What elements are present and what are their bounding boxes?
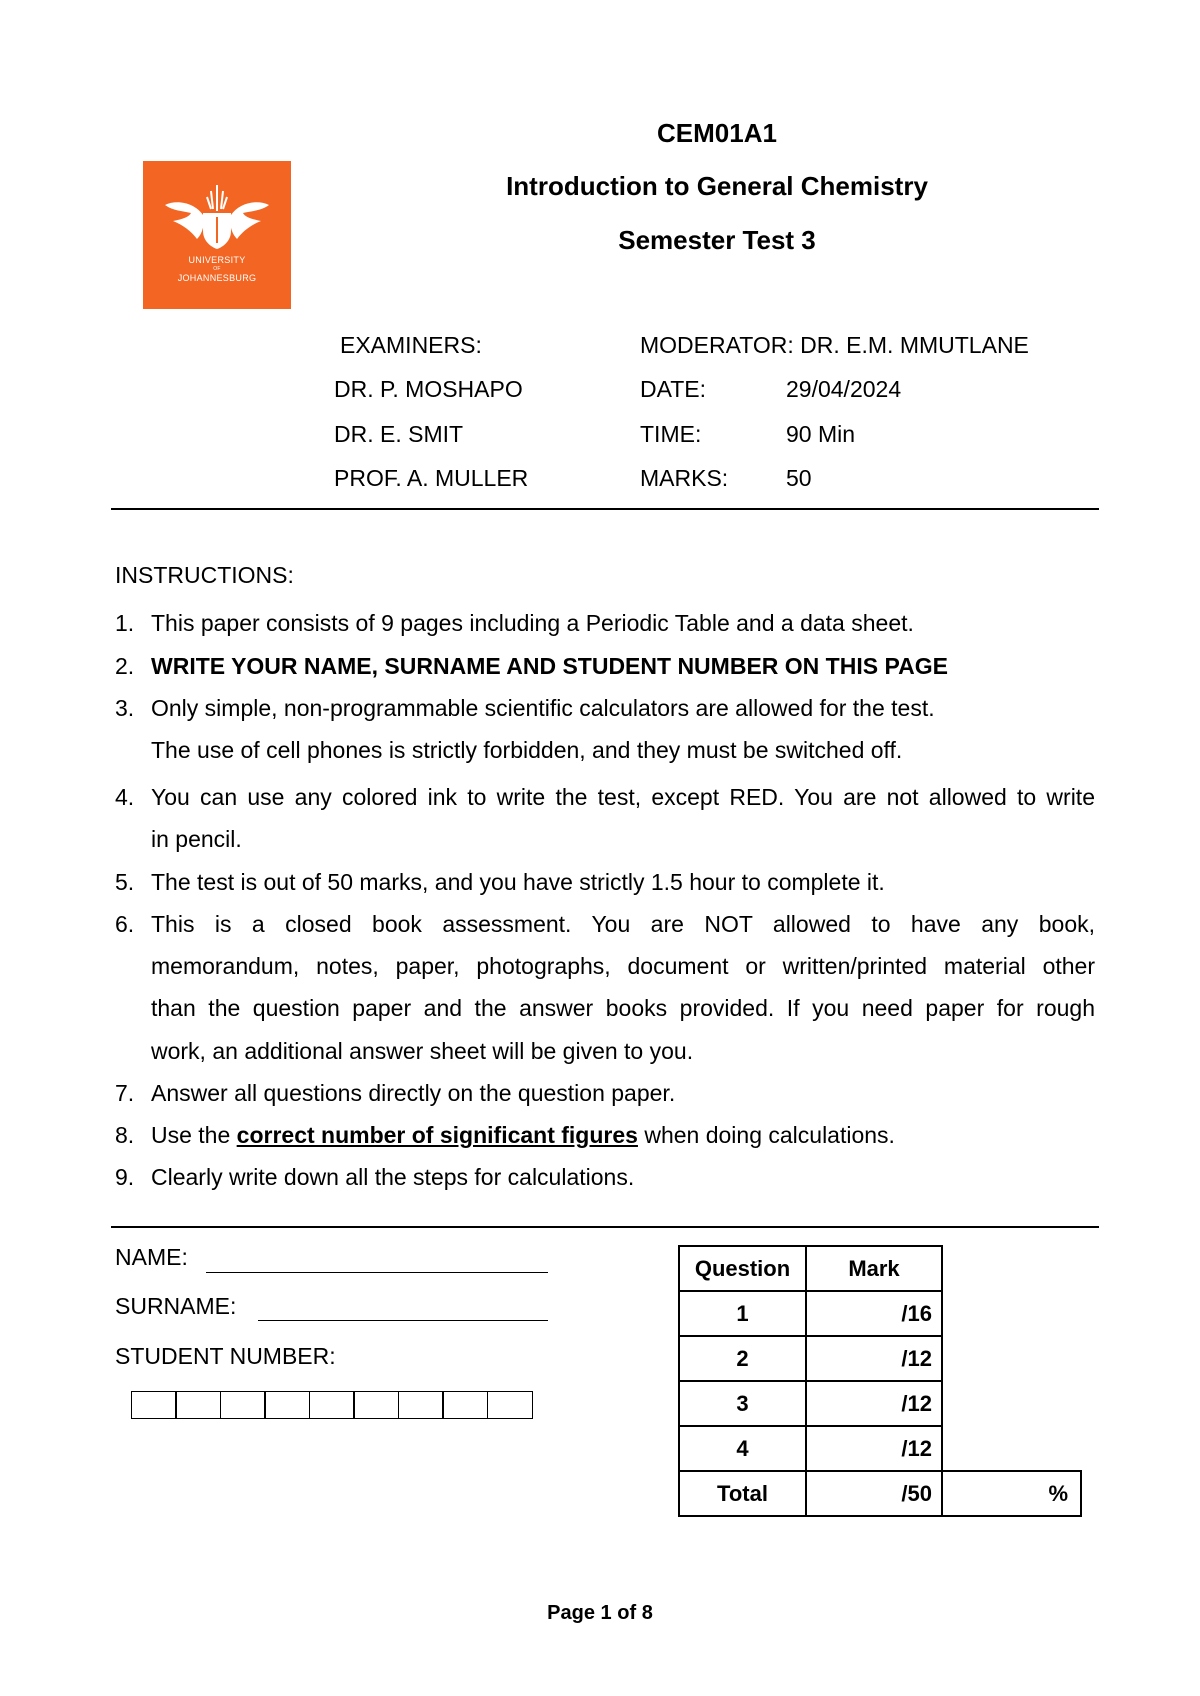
header-question: Question: [679, 1246, 806, 1291]
divider-top: [111, 508, 1099, 510]
instruction-number: 8.: [115, 1122, 135, 1148]
instruction-number: 7.: [115, 1080, 135, 1106]
instruction-text: This is a closed book assessment. You are NOT allowed to have any book,: [151, 911, 1095, 937]
table-row: [679, 1426, 1081, 1471]
page-word: Page: [547, 1602, 595, 1624]
digit-box[interactable]: [353, 1391, 399, 1419]
digit-box[interactable]: [487, 1391, 533, 1419]
total-label: Total: [679, 1471, 806, 1516]
instructions-heading: INSTRUCTIONS:: [115, 562, 294, 588]
page-footer: [0, 1602, 1200, 1625]
instruction-text: memorandum, notes, paper, photographs, document or written/printed material other: [151, 953, 1095, 979]
total-mark: /50: [806, 1471, 942, 1516]
digit-box[interactable]: [220, 1391, 266, 1419]
examiner-2: DR. E. SMIT: [334, 421, 464, 447]
question-number: 3: [679, 1381, 806, 1426]
question-number: 4: [679, 1426, 806, 1471]
instruction-text: The test is out of 50 marks, and you have strictly 1.5 hour to complete it.: [151, 869, 885, 895]
instruction-text: than the question paper and the answer books provided. If you need paper for rough: [151, 995, 1095, 1021]
instruction-number: 1.: [115, 610, 135, 636]
student-number-label: STUDENT NUMBER:: [115, 1343, 336, 1369]
time-label: TIME:: [640, 421, 702, 447]
header-mark: Mark: [806, 1246, 942, 1291]
instruction-text: Answer all questions directly on the question paper.: [151, 1080, 676, 1106]
examiner-3: PROF. A. MULLER: [334, 465, 529, 491]
date-label: DATE:: [640, 376, 707, 402]
time-value: 90 Min: [786, 421, 856, 447]
question-number: 2: [679, 1336, 806, 1381]
question-mark: /12: [806, 1426, 942, 1471]
table-row: [679, 1381, 1081, 1426]
test-name: Semester Test 3: [618, 225, 816, 255]
moderator: MODERATOR: DR. E.M. MMUTLANE: [640, 332, 1029, 358]
digit-box[interactable]: [264, 1391, 310, 1419]
digit-box[interactable]: [175, 1391, 221, 1419]
name-label: NAME:: [115, 1244, 188, 1270]
table-header-row: [679, 1246, 1081, 1291]
marks-label: MARKS:: [640, 465, 729, 491]
university-logo: [143, 161, 291, 309]
digit-box[interactable]: [131, 1391, 177, 1419]
instruction-text: [151, 1114, 1095, 1156]
question-mark: /12: [806, 1336, 942, 1381]
mark-table: [678, 1245, 1082, 1517]
digit-box[interactable]: [398, 1391, 444, 1419]
course-code: CEM01A1: [657, 118, 777, 148]
instruction-number: 3.: [115, 695, 135, 721]
surname-field[interactable]: [258, 1320, 548, 1321]
instruction-text-after: when doing calculations.: [637, 1122, 895, 1148]
instruction-emphasis: correct number of significant figures: [236, 1122, 638, 1148]
course-name: Introduction to General Chemistry: [506, 171, 928, 201]
logo-text-of: OF: [213, 266, 221, 272]
student-number-boxes: [132, 1391, 533, 1419]
question-number: 1: [679, 1291, 806, 1336]
of-word: of: [617, 1602, 637, 1624]
marks-value: 50: [786, 465, 812, 491]
table-total-row: [679, 1471, 1081, 1516]
instruction-text: You can use any colored ink to write the test, except RED. You are not allowed to write: [151, 784, 1095, 810]
instruction-number: 6.: [115, 911, 135, 937]
instruction-text: in pencil.: [151, 826, 242, 852]
instruction-text: This paper consists of 9 pages including a Periodic Table and a data sheet.: [151, 610, 914, 636]
instruction-text: WRITE YOUR NAME, SURNAME AND STUDENT NUMBER ON THIS PAGE: [151, 653, 948, 679]
total-percent: %: [942, 1471, 1081, 1516]
emblem-icon: [143, 161, 291, 309]
table-row: [679, 1336, 1081, 1381]
question-mark: /16: [806, 1291, 942, 1336]
instruction-number: 5.: [115, 869, 135, 895]
instruction-text: work, an additional answer sheet will be given to you.: [151, 1038, 694, 1064]
instruction-text: The use of cell phones is strictly forbidden, and they must be switched off.: [151, 737, 903, 763]
divider-bottom: [111, 1226, 1099, 1228]
table-row: [679, 1291, 1081, 1336]
logo-text-johannesburg: JOHANNESBURG: [177, 273, 257, 283]
examiner-1: DR. P. MOSHAPO: [334, 376, 523, 402]
digit-box[interactable]: [442, 1391, 488, 1419]
examiners-label: EXAMINERS:: [340, 332, 482, 358]
date-value: 29/04/2024: [786, 376, 902, 402]
instruction-text-before: Use the: [151, 1122, 237, 1148]
digit-box[interactable]: [309, 1391, 355, 1419]
instruction-number: 2.: [115, 653, 135, 679]
name-field[interactable]: [206, 1272, 548, 1273]
page-total: 8: [641, 1602, 653, 1624]
instruction-text: Only simple, non-programmable scientific calculators are allowed for the test.: [151, 695, 935, 721]
instruction-text: Clearly write down all the steps for calculations.: [151, 1164, 635, 1190]
instruction-number: 4.: [115, 784, 135, 810]
logo-text-university: UNIVERSITY: [188, 255, 246, 265]
page-number: 1: [600, 1602, 612, 1624]
instruction-number: 9.: [115, 1164, 135, 1190]
question-mark: /12: [806, 1381, 942, 1426]
surname-label: SURNAME:: [115, 1293, 237, 1319]
